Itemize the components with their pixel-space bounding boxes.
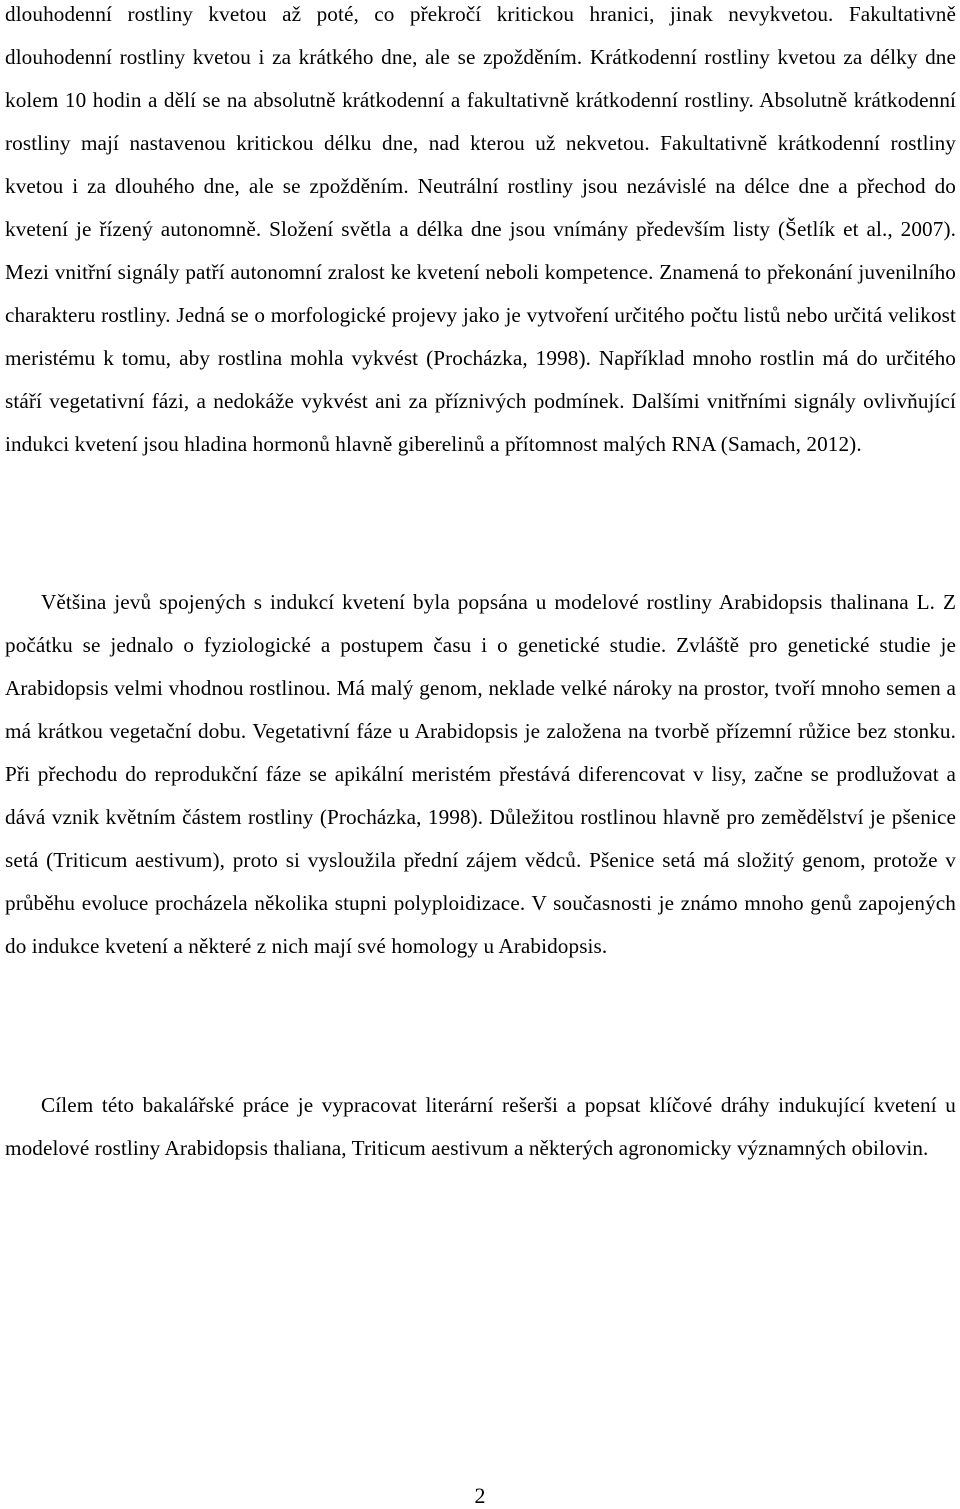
paragraph-arabidopsis-model: Většina jevů spojených s indukcí kvetení byla popsána u modelové rostliny Arabidopsis thalinana L. Z počátku se jednalo o fyziologické a postupem času i o genetické studie. Zvláště pro genetické studie je Arabidopsis velmi vhodnou rostlinou. Má malý genom, neklade velké nároky na prostor, tvoří mnoho semen a má krátkou vegetační dobu. Vegetativní fáze u Arabidopsis je založena na tvorbě přízemní růžice bez stonku. Při přechodu do reprodukční fáze se apikální meristém přestává diferencovat v lisy, začne se prodlužovat a dává vznik květním částem rostliny (Procházka, 1998). Důležitou rostlinou hlavně pro zemědělství je pšenice setá (Triticum aestivum), proto si vysloužila přední zájem vědců. Pšenice setá má složitý genom, protože v průběhu evoluce procházela několika stupni polyploidizace. V současnosti je známo mnoho genů zapojených do indukce kvetení a některé z nich mají své homology u Arabidopsis. [5, 590, 956, 958]
paragraph-photoperiod: dlouhodenní rostliny kvetou až poté, co překročí kritickou hranici, jinak nevykvetou. Fakultativně dlouhodenní rostliny kvetou i za krátkého dne, ale se zpožděním. Krátkodenní rostliny kvetou za délky dne kolem 10 hodin a dělí se na absolutně krátkodenní a fakultativně krátkodenní rostliny. Absolutně krátkodenní rostliny mají nastavenou kritickou délku dne, nad kterou už nekvetou. Fakultativně krátkodenní rostliny kvetou i za dlouhého dne, ale se zpožděním. Neutrální rostliny jsou nezávislé na délce dne a přechod do kvetení je řízený autonomně. Složení světla a délka dne jsou vnímány především listy (Šetlík et al., 2007). Mezi vnitřní signály patří autonomní zralost ke kvetení neboli kompetence. Znamená to překonání juvenilního charakteru rostliny. Jedná se o morfologické projevy jako je vytvoření určitého počtu listů nebo určitá velikost meristému k tomu, aby rostlina mohla vykvést (Procházka, 1998). Například mnoho rostlin má do určitého stáří vegetativní fázi, a nedokáže vykvést ani za příznivých podmínek. Dalšími vnitřními signály ovlivňující indukci kvetení jsou hladina hormonů hlavně giberelinů a přítomnost malých RNA (Samach, 2012). [5, 2, 956, 456]
paragraph-thesis-aim: Cílem této bakalářské práce je vypracovat literární rešerši a popsat klíčové dráhy indukující kvetení u modelové rostliny Arabidopsis thaliana, Triticum aestivum a některých agronomicky významných obilovin. [5, 1093, 956, 1160]
page-number: 2 [474, 1483, 486, 1508]
